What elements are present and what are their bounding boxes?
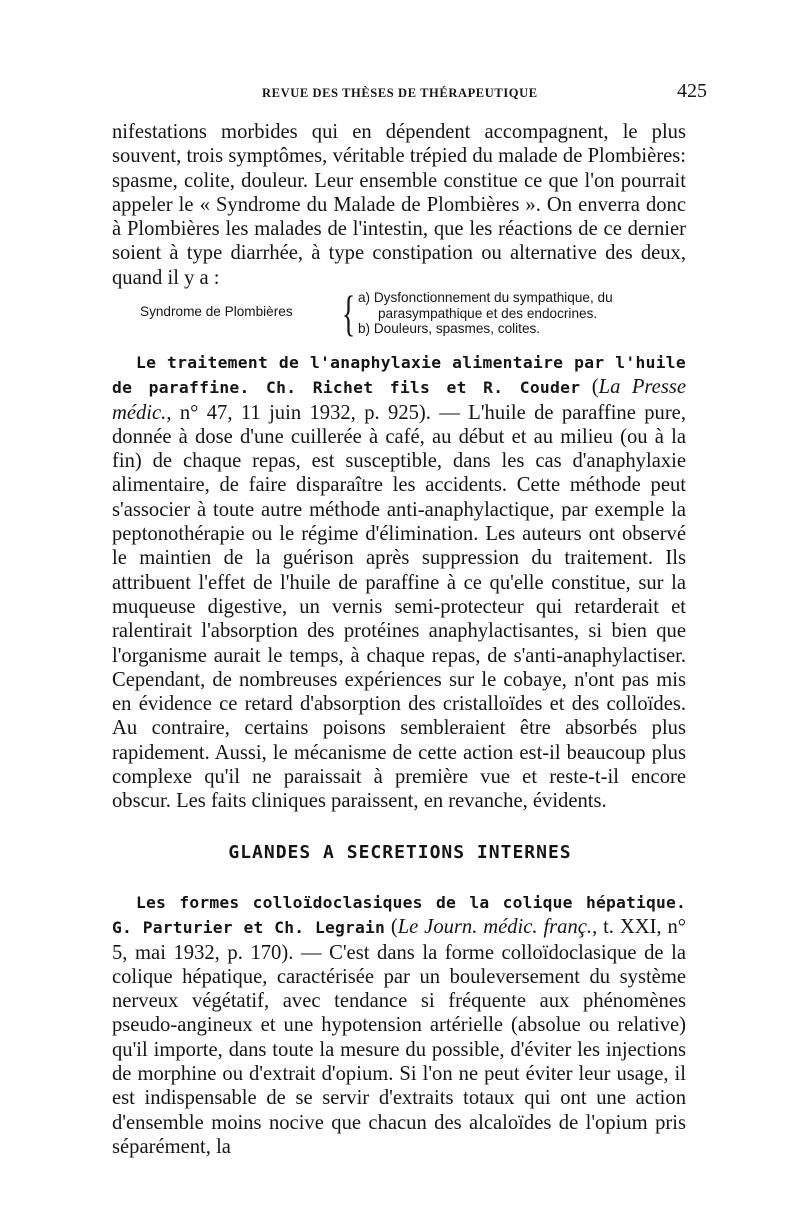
article-anaphylaxie-citation: , n° 47, 11 juin 1932, p. 925). <box>166 401 431 424</box>
article-anaphylaxie-title: Le traitement de l'anaphylaxie alimentaire par l'huile de paraffine. Ch. Richet fils et R. Couder <box>112 353 686 398</box>
syndrome-item-a: a) Dysfonctionnement du sympathique, du <box>358 290 613 305</box>
syndrome-label: Syndrome de Plombières <box>140 304 293 319</box>
article-colique-text: Les formes colloïdoclasiques de la colique hépatique. G. Parturier et Ch. Legrain (Le Journ. médic. franç., t. XXI, n° 5, mai 1932, p. 170). — C'est dans la forme colloïdoclasique de la colique hépatique, caractérisée par un bouleversement du système nerveux végétatif, avec tendance si fréquente aux phénomènes pseudo-angineux et une hypotension artérielle (absolue ou relative) qu'il importe, dans toute la mesure du possible, d'éviter les injections de morphine ou d'extrait d'opium. Si l'on ne peut éviter leur usage, il est indispensable de se servir d'extraits totaux qui ont une action d'ensemble moins nocive que chacun des alcaloïdes de l'opium pris séparément, la <box>112 893 686 1158</box>
syndrome-item-b: b) Douleurs, spasmes, colites. <box>358 321 541 336</box>
article-colique-citation: , t. XXI, n° 5, mai 1932, p. 170). <box>112 916 686 964</box>
syndrome-item-a-continued: parasympathique et des endocrines. <box>378 305 598 321</box>
article-colique <box>112 890 686 1159</box>
section-heading: GLANDES A SECRETIONS INTERNES <box>228 842 572 863</box>
article-anaphylaxie-body: — L'huile de paraffine pure, donnée à dose d'une cuillerée à café, au début et au milieu (ou à la fin) de chaque repas, est susceptible, dans les cas d'anaphylaxie alimentaire, de faire disparaître les accidents. Cette méthode peut s'associer à toute autre méthode anti-anaphylactique, par exemple la peptonothérapie ou le régime d'élimination. Les auteurs ont observé le maintien de la guérison après suppression du traitement. Ils attribuent l'effet de l'huile de paraffine à ce qu'elle constitue, sur la muqueuse digestive, un vernis semi-protecteur qui retarderait et ralentirait l'absorption des protéines anaphylactisantes, si bien que l'organisme aurait le temps, à chaque repas, de s'anti-anaphylactiser. Cependant, de nombreuses expériences sur le cobaye, n'ont pas mis en évidence ce retard d'absorption des cristalloïdes et des colloïdes. Au contraire, certains poisons sembleraient être absorbés plus rapidement. Aussi, le mécanisme de cette action est-il beaucoup plus complexe qu'il ne paraissait à première vue et reste-t-il encore obscur. Les faits cliniques paraissent, en revanche, évidents. <box>112 401 686 813</box>
page-number: 425 <box>677 80 707 102</box>
syndrome-items <box>358 290 613 337</box>
article-anaphylaxie-journal: La Presse médic. <box>112 376 686 424</box>
running-title: REVUE DES THÈSES DE THÉRAPEUTIQUE <box>262 86 538 100</box>
brace-symbol: { <box>342 285 356 341</box>
syndrome-block <box>140 285 690 341</box>
article-anaphylaxie <box>112 350 686 814</box>
intro-paragraph-text: nifestations morbides qui en dépendent accompagnent, le plus souvent, trois symptômes, véritable trépied du malade de Plombières: spasme, colite, douleur. Leur ensemble constitue ce que l'on pourrait appeler le « Syndrome du Malade de Plombières ». On enverra donc à Plombières les malades de l'intestin, que les réactions de ce dernier soient à type diarrhée, à type constipation ou alternative des deux, quand il y a : <box>112 121 686 289</box>
article-anaphylaxie-text: Le traitement de l'anaphylaxie alimentaire par l'huile de paraffine. Ch. Richet fils et R. Couder (La Presse médic., n° 47, 11 juin 1932, p. 925). — L'huile de paraffine pure, donnée à dose d'une cuillerée à café, au début et au milieu (ou à la fin) de chaque repas, est susceptible, dans les cas d'anaphylaxie alimentaire, de faire disparaître les accidents. Cette méthode peut s'associer à toute autre méthode anti-anaphylactique, par exemple la peptonothérapie ou le régime d'élimination. Les auteurs ont observé le maintien de la guérison après suppression du traitement. Ils attribuent l'effet de l'huile de paraffine à ce qu'elle constitue, sur la muqueuse digestive, un vernis semi-protecteur qui retarderait et ralentirait l'absorption des protéines anaphylactisantes, si bien que l'organisme aurait le temps, à chaque repas, de s'anti-anaphylactiser. Cependant, de nombreuses expériences sur le cobaye, n'ont pas mis en évidence ce retard d'absorption des cristalloïdes et des colloïdes. Au contraire, certains poisons sembleraient être absorbés plus rapidement. Aussi, le mécanisme de cette action est-il beaucoup plus complexe qu'il ne paraissait à première vue et reste-t-il encore obscur. Les faits cliniques paraissent, en revanche, évidents. <box>112 353 686 813</box>
article-colique-body: — C'est dans la forme colloïdoclasique de la colique hépatique, caractérisée par un bouleversement du système nerveux végétatif, avec tendance si fréquente aux phénomènes pseudo-angineux et une hypotension artérielle (absolue ou relative) qu'il importe, dans toute la mesure du possible, d'éviter les injections de morphine ou d'extrait d'opium. Si l'on ne peut éviter leur usage, il est indispensable de se servir d'extraits totaux qui ont une action d'ensemble moins nocive que chacun des alcaloïdes de l'opium pris séparément, la <box>112 941 686 1158</box>
article-colique-title: Les formes colloïdoclasiques de la colique hépatique. G. Parturier et Ch. Legrain <box>112 893 686 938</box>
article-colique-journal: Le Journ. médic. franç. <box>397 916 593 939</box>
intro-paragraph <box>112 120 686 290</box>
